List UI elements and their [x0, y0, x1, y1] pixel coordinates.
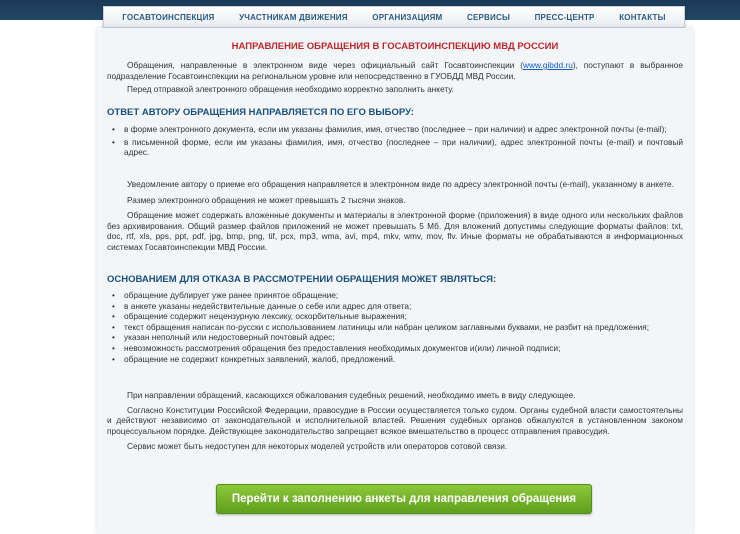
nav-item-organizations[interactable]: ОРГАНИЗАЦИЯМ	[372, 12, 443, 22]
list-item: • в анкете указаны недействительные данные о себе или адрес для ответа;	[119, 301, 683, 312]
intro-text-start: Обращения, направленные в электронном виде через официальный сайт Госавтоинспекции (	[127, 60, 524, 70]
main-navigation	[103, 6, 685, 28]
gibdd-link[interactable]: www.gibdd.ru	[523, 60, 573, 70]
intro-paragraph-2: Перед отправкой электронного обращения необходимо корректно заполнить анкету.	[127, 84, 454, 95]
court-paragraph: Согласно Конституции Российской Федерации, правосудие в России осуществляется только судом. Органы судебной власти самостоятельны и действуют независимо от законодательной и исполнительной властей. Решения судебных органов обжалуются в установленном законом процессуальном порядке. Действующее законодательство запрещает всякое вмешательство в процесс отправления правосудия.	[107, 404, 683, 436]
list-item: • обращение не содержит конкретных заявлений, жалоб, предложений.	[119, 354, 683, 365]
intro-text-end: ), поступают в выбранное подразделение Госавтоинспекции на региональном уровне или непосредственно в ГУОБДД МВД России.	[107, 60, 683, 81]
page-title: НАПРАВЛЕНИЕ ОБРАЩЕНИЯ В ГОСАВТОИНСПЕКЦИЮ МВД РОССИИ	[231, 41, 559, 52]
court-intro-paragraph: При направлении обращений, касающихся обжалования судебных решений, необходимо иметь в виду следующее.	[127, 390, 576, 400]
reply-heading: ОТВЕТ АВТОРУ ОБРАЩЕНИЯ НАПРАВЛЯЕТСЯ ПО ЕГО ВЫБОРУ:	[107, 107, 414, 118]
list-item: • указан неполный или недостоверный почтовый адрес;	[119, 332, 683, 343]
intro-section	[107, 60, 683, 95]
list-item: • текст обращения написан по-русски с использованием латиницы или набран целиком заглавными буквами, не разбит на предложения;	[119, 322, 683, 333]
court-section	[107, 390, 683, 452]
attachments-paragraph: Обращение может содержать вложенные документы и материалы в электронной форме (приложения) в виде одного или нескольких файлов без архивирования. Общий размер файлов приложений не может превышать 5 Мб. Для вложений допустимы следующие форматы файлов: txt, doc, rtf, xls, pps, ppt, pdf, jpg, bmp, png, tif, pcx, mp3, wma, avi, mp4, mkv, wmv, mov, flv. Иные форматы не обрабатываются в информационных системах Госавтоинспекции МВД России.	[107, 210, 683, 252]
fill-form-button[interactable]: Перейти к заполнению анкеты для направления обращения	[216, 484, 592, 514]
list-item: • в форме электронного документа, если им указаны фамилия, имя, отчество (последнее – при наличии) и адрес электронной почты (e-mail);	[119, 124, 683, 135]
service-note-paragraph: Сервис может быть недоступен для некоторых моделей устройств или операторов сотовой связи.	[127, 441, 508, 452]
refusal-heading: ОСНОВАНИЕМ ДЛЯ ОТКАЗА В РАССМОТРЕНИИ ОБРАЩЕНИЯ МОЖЕТ ЯВЛЯТЬСЯ:	[107, 274, 497, 285]
content-panel	[97, 28, 693, 534]
refusal-list	[107, 290, 683, 364]
notice-section	[107, 179, 683, 253]
list-item: • невозможность рассмотрения обращения без предоставления необходимых документов и(или) личной подписи;	[119, 343, 683, 354]
list-item: • в письменной форме, если им указаны фамилия, имя, отчество (последнее – при наличии), адрес электронной почты (e-mail) и почтовый адрес.	[119, 137, 683, 158]
nav-item-contacts[interactable]: КОНТАКТЫ	[619, 12, 666, 22]
reply-list	[107, 124, 683, 158]
list-item: • обращение содержит нецензурную лексику, оскорбительные выражения;	[119, 311, 683, 322]
intro-paragraph	[107, 60, 683, 81]
nav-item-gosavtoinspekciya[interactable]: ГОСАВТОИНСПЕКЦИЯ	[122, 12, 215, 22]
nav-item-participants[interactable]: УЧАСТНИКАМ ДВИЖЕНИЯ	[239, 12, 348, 22]
list-item: • обращение дублирует уже ранее принятое обращение;	[119, 290, 683, 301]
notice-paragraph: Уведомление автору о приеме его обращения направляется в электронном виде по адресу электронной почты (e-mail), указанному в анкете.	[127, 179, 674, 189]
size-limit-paragraph: Размер электронного обращения не может превышать 2 тысячи знаков.	[127, 194, 406, 205]
nav-item-press-center[interactable]: ПРЕСС-ЦЕНТР	[534, 12, 595, 22]
nav-item-services[interactable]: СЕРВИСЫ	[466, 12, 510, 22]
